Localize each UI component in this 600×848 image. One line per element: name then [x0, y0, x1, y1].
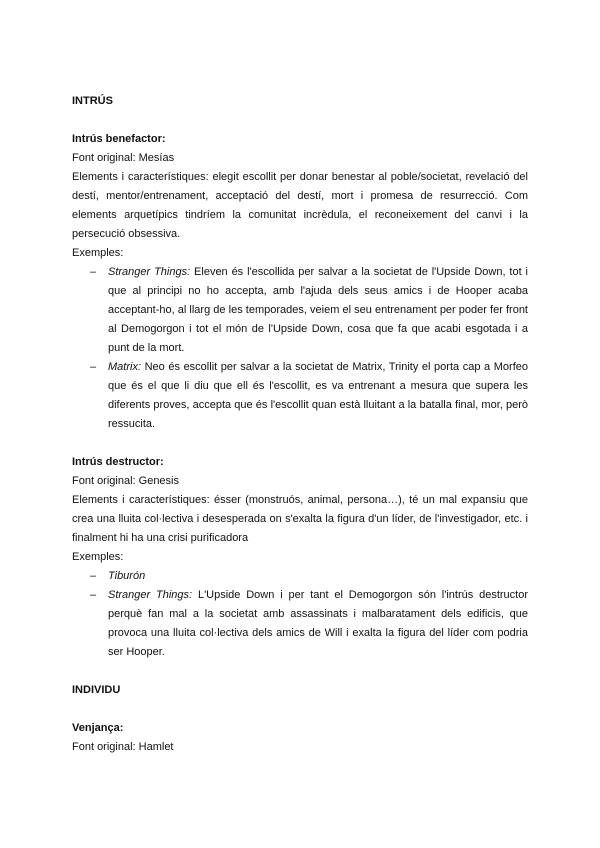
- examples-list-destructor: [72, 567, 528, 662]
- list-item: [72, 358, 528, 434]
- example-text: Neo és escollit per salvar a la societat de Matrix, Trinity el porta cap a Morfeo que és el que li diu que ell és l'escollit, es va entrenant a mesura que supera les diferents proves, accepta que és l'escollit quan està lluitant a la batalla final, mor, però ressucita.: [108, 361, 528, 430]
- example-title: Matrix:: [108, 361, 141, 373]
- section-title-individu: INDIVIDU: [72, 684, 121, 696]
- heading-intrus-destructor: Intrús destructor:: [72, 456, 164, 468]
- examples-list-benefactor: [72, 263, 528, 434]
- heading-intrus-benefactor: Intrús benefactor:: [72, 133, 166, 145]
- heading-venjanca: Venjança:: [72, 722, 124, 734]
- font-original-destructor: Font original: Genesis: [72, 475, 179, 487]
- example-text: Eleven és l'escollida per salvar a la societat de l'Upside Down, tot i que al principi no ho accepta, amb l'ajuda dels seus amics i de Hooper acaba acceptant-ho, al llarg de les temporades, veiem el seu entrenament per poder fer front al Demogorgon i tot el món de l'Upside Down, cosa que fa que acabi esgotada i a punt de la mort.: [108, 266, 528, 354]
- dash-marker: –: [90, 361, 97, 373]
- list-item: [72, 567, 528, 586]
- list-item: [72, 586, 528, 662]
- list-item: [72, 263, 528, 358]
- dash-marker: –: [90, 570, 97, 582]
- examples-label-destructor: Exemples:: [72, 551, 124, 563]
- dash-marker: –: [90, 266, 97, 278]
- elements-benefactor: Elements i característiques: elegit escollit per donar benestar al poble/societat, revelació del destí, mentor/entrenament, acceptació del destí, mort i promesa de resurrecció. Com elements arquetípics tindríem la comunitat incrèdula, el reconeixement del canvi i la persecució obsessiva.: [72, 171, 528, 240]
- example-title: Stranger Things:: [108, 266, 191, 278]
- examples-label-benefactor: Exemples:: [72, 247, 124, 259]
- font-original-venjanca: Font original: Hamlet: [72, 741, 174, 753]
- example-title: Stranger Things:: [108, 589, 193, 601]
- document-body: [72, 92, 528, 757]
- section-title-intrus: INTRÚS: [72, 95, 113, 107]
- dash-marker: –: [90, 589, 97, 601]
- example-title: Tiburón: [108, 570, 146, 582]
- elements-destructor: Elements i característiques: ésser (monstruós, animal, persona…), té un mal expansiu que crea una lluita col·lectiva i desesperada on s'exalta la figura d'un líder, de l'investigador, etc. i finalment hi ha una crisi purificadora: [72, 494, 528, 544]
- example-text: L'Upside Down i per tant el Demogorgon són l'intrús destructor perquè fan mal a la societat amb assassinats i malbaratament dels edificis, que provoca una lluita col·lectiva dels amics de Will i exalta la figura del líder com podria ser Hooper.: [108, 589, 528, 658]
- font-original-benefactor: Font original: Mesías: [72, 152, 175, 164]
